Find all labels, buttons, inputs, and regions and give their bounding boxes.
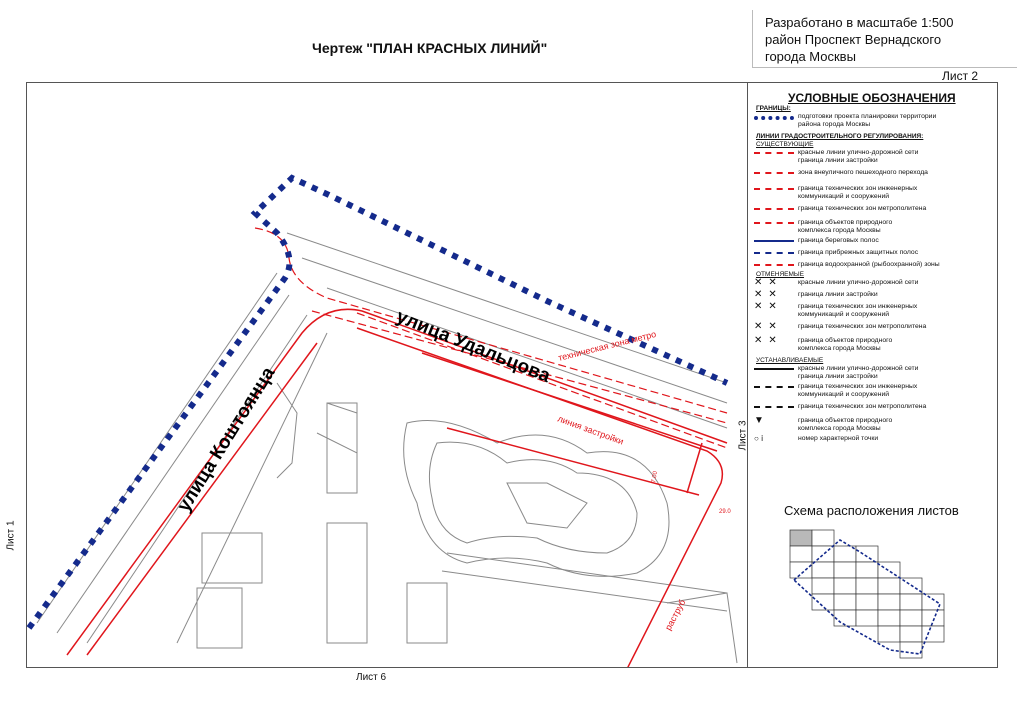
scheme-grid: [790, 530, 944, 658]
legend-boundaries-head: ГРАНИЦЫ:: [756, 105, 791, 112]
sheet-layout-scheme: [780, 522, 960, 662]
title-stamp: [752, 10, 1017, 68]
metro-zone-label: техническая зона метро: [557, 328, 658, 363]
building-line-label: линия застройки: [556, 413, 625, 447]
stamp-city: города Москвы: [765, 49, 856, 64]
map-frame: [26, 82, 748, 668]
established-red-lines: [67, 309, 727, 668]
legend-established: УСТАНАВЛИВАЕМЫЕ: [756, 357, 824, 364]
project-boundary: [29, 178, 727, 628]
base-topography: [37, 233, 737, 663]
legend-panel: УСЛОВНЫЕ ОБОЗНАЧЕНИЯ ГРАНИЦЫ: подготовки проекта планировки территории района города Москвы ЛИНИИ ГРАДОСТРОИТЕЛЬНОГО РЕГУЛИРОВАНИЯ: СУЩЕСТВУЮЩИЕ красные линии улично-дорожной сети граница линии застройки зона внеуличного пешеходного перехода граница технических зон инженерных коммуникаций и сооружений граница технических зон метрополитена граница объектов природного комплекса города Москвы граница береговых полос граница прибрежных защитных полос граница водоохранной (рыбоохранной) зоны ОТМЕНЯЕМЫЕ ✕✕ красные линии улично-дорожной сети ✕✕ граница линии застройки ✕✕ граница технических зон инженерных коммуникаций и сооружений ✕✕ граница технических зон метрополитена ✕✕ граница объектов природного комплекса города Москвы УСТАНАВЛИВАЕМЫЕ красные линии улично-дорожной сети граница линии застройки граница технических зон инженерных коммуникаций и сооружений граница технических зон метрополитена ▼ граница объектов природного комплекса города Москвы ○ ⅰ номер характерной точки: [748, 82, 998, 668]
adjacent-sheet-right[interactable]: Лист 3: [737, 420, 749, 451]
rastrub-label: раструб: [662, 597, 688, 632]
adjacent-sheet-bottom[interactable]: Лист 6: [356, 672, 387, 683]
scheme-title: Схема расположения листов: [784, 503, 959, 518]
red-lines-map: [27, 83, 748, 668]
dimension-label-1: 7.00: [651, 470, 659, 484]
legend-title: УСЛОВНЫЕ ОБОЗНАЧЕНИЯ: [788, 91, 956, 105]
legend-lines-head: ЛИНИИ ГРАДОСТРОИТЕЛЬНОГО РЕГУЛИРОВАНИЯ:: [756, 133, 924, 140]
sheet-number: Лист 2: [942, 69, 979, 83]
stamp-district: район Проспект Вернадского: [765, 32, 942, 47]
drawing-title: Чертеж "ПЛАН КРАСНЫХ ЛИНИЙ": [312, 40, 548, 56]
dimension-label-2: 29.0: [719, 509, 731, 515]
legend-cancelled: ОТМЕНЯЕМЫЕ: [756, 271, 805, 278]
legend-existing: СУЩЕСТВУЮЩИЕ: [756, 141, 814, 148]
stamp-scale: Разработано в масштабе 1:500: [765, 15, 954, 30]
street-udaltsova: улица Удальцова: [393, 306, 554, 388]
street-koshtoyantsa: улица Коштоянца: [173, 363, 280, 516]
adjacent-sheet-left[interactable]: Лист 1: [5, 520, 17, 551]
